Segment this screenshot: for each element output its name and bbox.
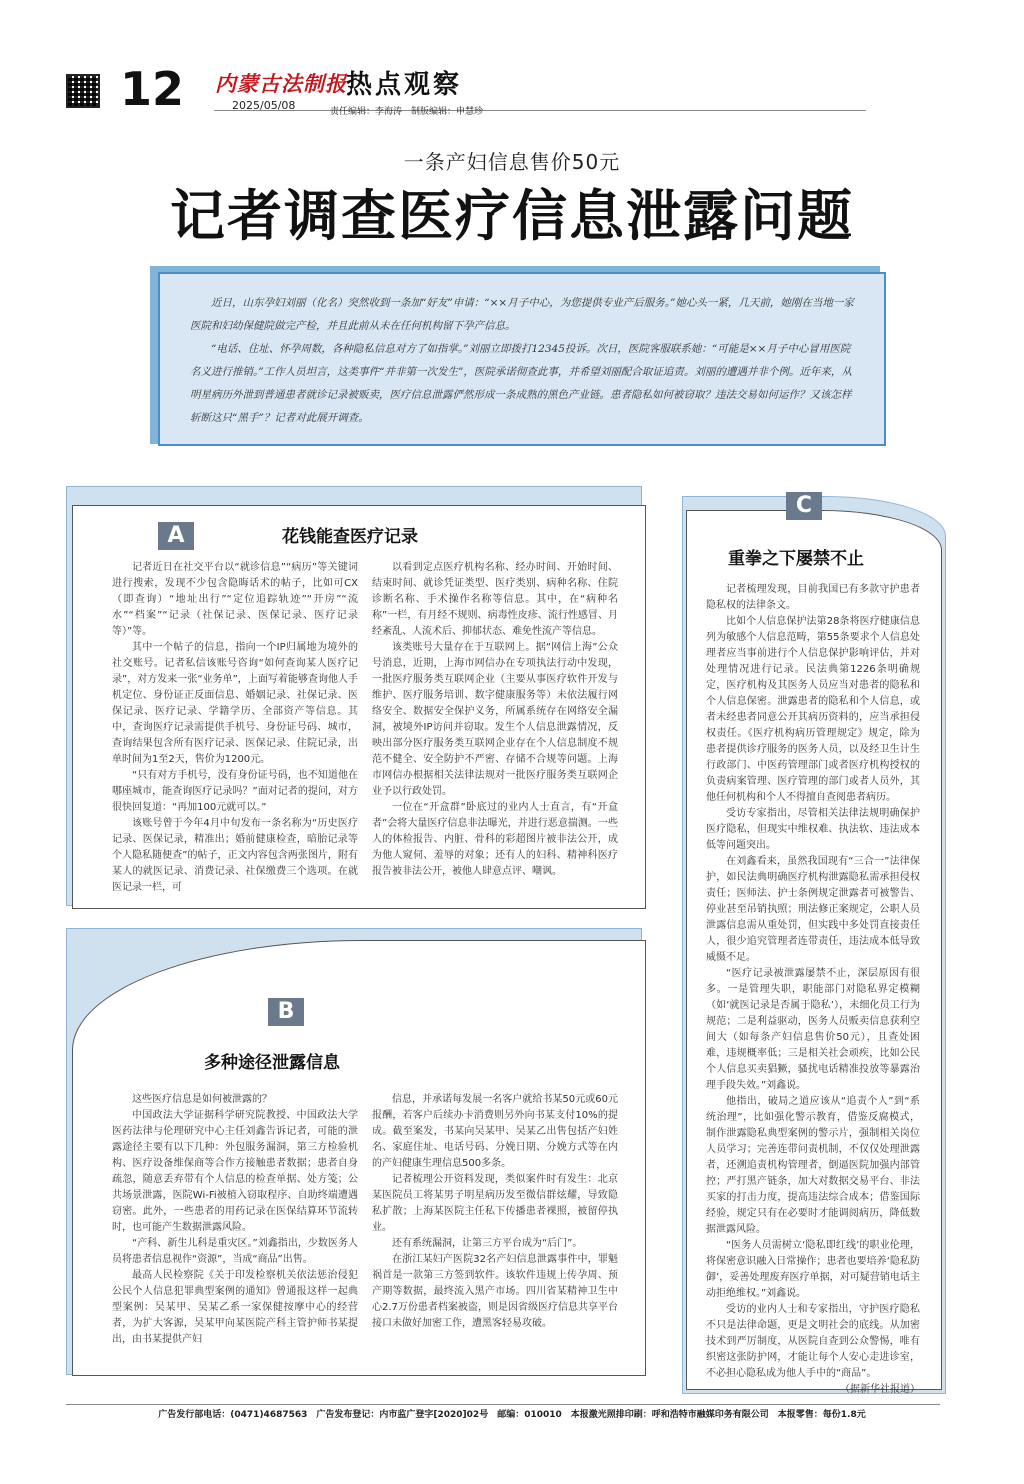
paragraph: 最高人民检察院《关于印发检察机关依法惩治侵犯公民个人信息犯罪典型案例的通知》曾通报这样一起典型案例：吴某甲、吴某乙系一家保健按摩中心的经营者，为扩大客源，吴某甲向某医院产科主管护师书某提出，由书某提供产妇 (112, 1270, 358, 1345)
paragraph: “只有对方手机号，没有身份证号码，也不知道他在哪座城市，能查询医疗记录吗？”面对记者的提问，对方很快回复道：“再加100元就可以。” (112, 770, 358, 813)
issue-date: 2025/05/08 (232, 99, 296, 112)
source-credit: （据新华社报道） (840, 1384, 920, 1395)
paragraph: 他指出，破局之道应该从“追责个人”到“系统治理”，比如强化警示教育，借鉴反腐模式，制作泄露隐私典型案例的警示片，强制相关岗位人员学习；完善连带问责机制，不仅仅处理泄露者，还溯追责机构管理者，倒逼医院加强内部管控；严打黑产链条，加大对数据交易平台、非法买家的打击力度，提高违法综合成本；借鉴国际经验，规定只有在必要时才能调阅病历，降低数据泄露风险。 (706, 1096, 920, 1235)
paragraph: 在刘鑫看来，虽然我国现有“三合一”法律保护，如民法典明确医疗机构泄露隐私需承担侵权责任；医师法、护士条例规定泄露者可被警告、停业甚至吊销执照；刑法修正案规定，公职人员泄露信息需从重处罚，但实践中多处罚直接责任人，很少追究管理者连带责任，违法成本低导致威慑不足。 (706, 856, 920, 963)
paragraph: 记者梳理发现，目前我国已有多款守护患者隐私权的法律条文。 (706, 584, 920, 611)
section-b-column-1 (112, 1092, 358, 1348)
section-b-badge: B (268, 998, 304, 1026)
paragraph: 比如个人信息保护法第28条将医疗健康信息列为敏感个人信息范畴，第55条要求个人信息处理者应当事前进行个人信息保护影响评估，并对处理情况进行记录。民法典第1226条明确规定，医疗机构及其医务人员应当对患者的隐私和个人信息保密。泄露患者的隐私和个人信息，或者未经患者同意公开其病历资料的，应当承担侵权责任。《医疗机构病历管理规定》规定，除为患者提供诊疗服务的医务人员，以及经卫生计生行政部门、中医药管理部门或者医疗机构授权的负责病案管理、医疗管理的部门或者人员外，其他任何机构和个人不得擅自查阅患者病历。 (706, 616, 920, 803)
paragraph: 该账号曾于今年4月中旬发布一条名称为“历史医疗记录、医保记录，精准出；婚前健康检查，暗胎记录等个人隐私随便查”的帖子，正文内容包含两张图片，附有某人的就医记录、消费记录、社保缴费三个选项。在就医记录一栏，可 (112, 818, 358, 893)
paragraph: 以看到定点医疗机构名称、经办时间、开始时间、结束时间、就诊凭证类型、医疗类别、病种名称、住院诊断名称、手术操作名称等信息。其中，在“病种名称”一栏，有月经不规则、病毒性皮疹、流行性感冒、月经紊乱、人流术后、抑郁状态、难免性流产等信息。 (372, 562, 618, 637)
paragraph: 受访的业内人士和专家指出，守护医疗隐私不只是法律命题，更是文明社会的底线。从加密技术到严厉制度，从医院自查到公众警惕，唯有织密这张防护网，才能让每个人安心走进诊室，不必担心隐私成为他人手中的“商品”。 (706, 1304, 920, 1379)
paragraph: 其中一个帖子的信息，指向一个IP归属地为境外的社交账号。记者私信该账号咨询“如何查询某人医疗记录”，对方发来一张“业务单”，上面写着能够查询他人手机定位、身份证正反面信息、婚姻记录、社保记录、医保记录、医疗记录、学籍学历、全部资产等信息。其中，查询医疗记录需提供手机号、身份证号码、城市，查询结果包含所有医疗记录、医保记录、住院记录，出单时间为1至2天，售价为1200元。 (112, 642, 358, 765)
paragraph: 这些医疗信息是如何被泄露的？ (132, 1094, 272, 1105)
intro-paragraph: “电话、住址、怀孕周数，各种隐私信息对方了如指掌。”刘丽立即拨打12345投诉。次日，医院客服联系她：“可能是××月子中心冒用医院名义进行推销。”工作人员坦言，这类事件“并非第一次发生”，医院承诺彻查此事，并希望刘丽配合取证追责。刘丽的遭遇并非个例。近年来，从明星病历外泄到普通患者就诊记录被贩卖，医疗信息泄露俨然形成一条成熟的黑色产业链。患者隐私如何被窃取？违法交易如何运作？又该怎样斩断这只“黑手”？记者对此展开调查。 (190, 343, 852, 424)
paragraph: 记者近日在社交平台以“就诊信息”“病历”等关键词进行搜索，发现不少包含隐晦话术的帖子，比如可CX（即查询）“地址出行”“定位追踪轨迹”“开房”“流水”“档案”“记录（社保记录、医保记录、医疗记录等）”等。 (112, 562, 358, 637)
intro-box (158, 272, 886, 446)
section-b-title: 多种途径泄露信息 (204, 1053, 340, 1073)
paragraph: 在浙江某妇产医院32名产妇信息泄露事件中，罪魁祸首是一款第三方签到软件。该软件违规上传孕周、预产期等数据，最终流入黑产市场。四川省某精神卫生中心2.7万份患者档案被盗，则是因省级医疗信息共享平台接口未做好加密工作，遭黑客轻易攻破。 (372, 1254, 618, 1329)
paragraph: 信息，并承诺每发展一名客户就给书某50元或60元报酬，若客户后续办卡消费则另外向书某支付10%的提成。截至案发，书某向吴某甲、吴某乙出售包括产妇姓名、家庭住址、电话号码、分娩日期、分娩方式等在内的产妇健康生理信息500多条。 (372, 1094, 618, 1169)
paragraph: 还有系统漏洞，让第三方平台成为“后门”。 (392, 1238, 583, 1249)
paragraph: 该类账号大量存在于互联网上。据“网信上海”公众号消息，近期，上海市网信办在专项执法行动中发现，一批医疗服务类互联网企业（主要从事医疗软件开发与维护、医疗服务培训、数字健康服务等）未依法履行网络安全、数据安全保护义务，所属系统存在网络安全漏洞，被境外IP访问并窃取。发生个人信息泄露情况，反映出部分医疗服务类互联网企业存在个人信息制度不规范不健全、安全防护不严密、存储不合规等问题。上海市网信办根据相关法律法规对一批医疗服务类互联网企业予以行政处罚。 (372, 642, 618, 797)
article-kicker: 一条产妇信息售价50元 (403, 150, 621, 174)
section-name: 热点观察 (346, 70, 463, 100)
section-b-column-2 (372, 1092, 618, 1332)
section-a-column-1 (112, 560, 358, 896)
footer-divider (66, 1404, 940, 1405)
article-headline: 记者调查医疗信息泄露问题 (169, 183, 854, 248)
editors-credit: 责任编辑：李海涛 制版编辑：申慧珍 (330, 107, 484, 117)
paragraph: 记者梳理公开资料发现，类似案件时有发生：北京某医院员工将某男子明星病历发至微信群炫耀，导致隐私扩散；上海某医院主任私下传播患者裸照，被留停执业。 (372, 1174, 618, 1233)
paragraph: 中国政法大学证据科学研究院教授、中国政法大学医药法律与伦理研究中心主任刘鑫告诉记者，可能的泄露途径主要有以下几种：外包服务漏洞，第三方检验机构、医疗设备维保商等合作方接触患者数据；患者自身疏忽，随意丢弃带有个人信息的检查单据、处方笺；公共场景泄露，医院Wi-Fi被植入窃取程序、自助终端遭遇窃密。此外，一些患者的用药记录在医保结算环节流转时，也可能产生数据泄露风险。 (112, 1110, 358, 1233)
section-a-column-2 (372, 560, 618, 880)
qr-code-icon (66, 74, 100, 108)
paragraph: 一位在“开盒群”卧底过的业内人士直言，有“开盒者”会将大量医疗信息非法曝光，并进行恶意揣测。一些人的体检报告、内脏、骨科的彩超图片被非法公开，成为他人窥伺、羞辱的对象；还有人的妇科、精神科医疗报告被非法公开，被他人肆意点评、嘲讽。 (372, 802, 618, 877)
paragraph: 受访专家指出，尽管相关法律法规明确保护医疗隐私，但现实中维权难、执法软、违法成本低等问题突出。 (706, 808, 920, 851)
paragraph: “医务人员需树立‘隐私即红线’的职业伦理，将保密意识融入日常操作；患者也要培养‘隐私防御’，妥善处理废弃医疗单据，对可疑营销电话主动拒绝维权。”刘鑫说。 (706, 1240, 920, 1299)
footer-info: 广告发行部电话：(0471)4687563 广告发布登记：内市监广登字[2020]02号 邮编：010010 本报激光照排印刷：呼和浩特市融媒印务有限公司 本报零售：每份1.8元 (158, 1410, 866, 1420)
newspaper-logo: 内蒙古法制报 (215, 71, 347, 96)
paragraph: “产科、新生儿科是重灾区。”刘鑫指出，少数医务人员将患者信息视作“资源”，当成“商品”出售。 (112, 1238, 358, 1265)
header-divider (214, 110, 866, 111)
page-number: 12 (120, 62, 185, 116)
paragraph: “医疗记录被泄露屡禁不止，深层原因有很多。一是管理失职，职能部门对隐私界定模糊（如‘就医记录是否属于隐私’），未细化员工行为规范；二是利益驱动，医务人员贩卖信息获利空间大（如每条产妇信息售价50元），且查处困难，违规概率低；三是相关社会顽疾，比如公民个人信息买卖猖獗，骚扰电话精准投放等暴露治理手段失效。”刘鑫说。 (706, 968, 920, 1091)
section-c-title: 重拳之下屡禁不止 (728, 549, 864, 569)
section-c-badge: C (786, 492, 822, 520)
intro-paragraph: 近日，山东孕妇刘丽（化名）突然收到一条加“好友”申请：“××月子中心，为您提供专业产后服务。”她心头一紧，几天前，她刚在当地一家医院和妇幼保健院做完产检，并且此前从未在任何机构留下孕产信息。 (190, 297, 854, 332)
section-c-column (706, 582, 920, 1398)
section-a-badge: A (158, 522, 194, 550)
section-a-title: 花钱能查医疗记录 (282, 527, 418, 547)
